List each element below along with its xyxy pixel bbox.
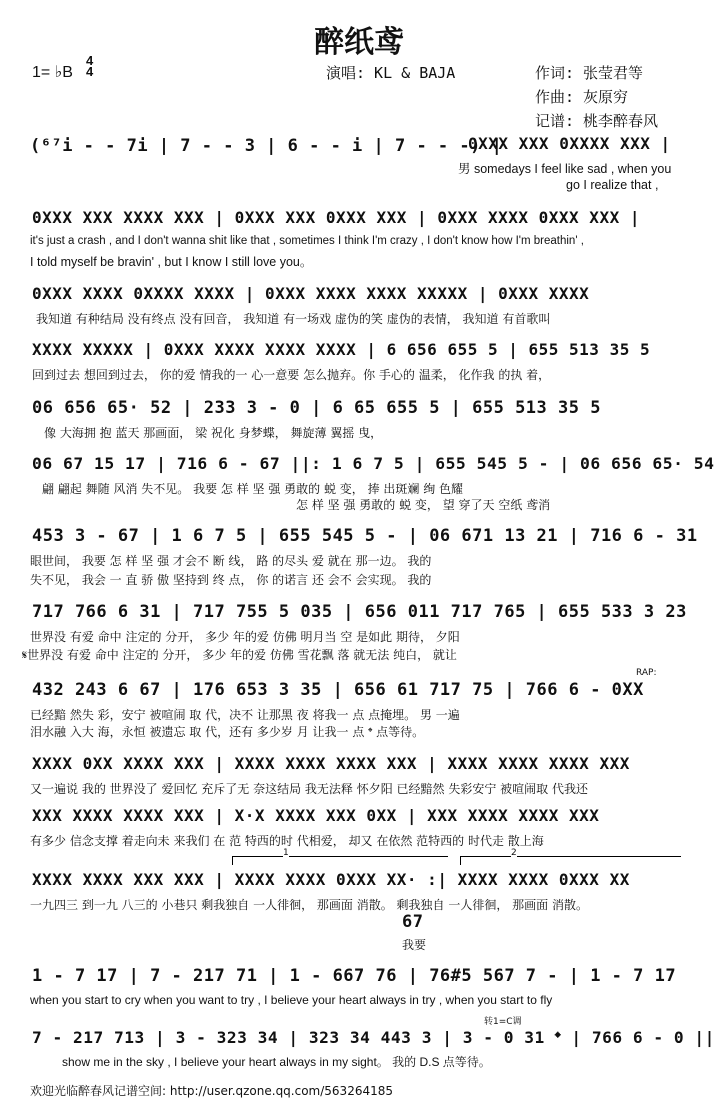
notation-line-2: 0XXX XXX XXXX XXX | 0XXX XXX 0XXX XXX | 0XXX XXXX 0XXX XXX | — [32, 208, 640, 227]
lyrics-line-7b: 失不见， 我会 一 直 骄 傲 坚持到 终 点， 你 的诺言 还 会不 会实现。 我的 — [30, 573, 432, 587]
notation-line-8: 717 766 6 31 | 717 755 5 035 | 656 011 717 765 | 655 533 3 23 — [32, 602, 687, 622]
tail-lyrics: 我要 — [402, 938, 427, 952]
lyrics-line-2b: I told myself be bravin' , but I know I still love you。 — [30, 255, 313, 269]
lyrics-line-6b: 怎 样 坚 强 勇敢的 蜕 变， 望 穿了天 空纸 鸢消 — [296, 498, 551, 512]
notation-line-10: XXXX 0XX XXXX XXX | XXXX XXXX XXXX XXX | XXXX XXXX XXXX XXX — [32, 754, 630, 773]
lyrics-line-3: 我知道 有种结局 没有终点 没有回音， 我知道 有一场戏 虚伪的笑 虚伪的表情， 我知道 有首歌叫 — [36, 312, 551, 326]
time-sig-top: 4 — [86, 53, 94, 68]
notation-line-1a: (⁶⁷i - - 7i | 7 - - 3 | 6 - - i | 7 - - -) | — [30, 136, 503, 156]
lyrics-line-13: when you start to cry when you want to try , I believe your heart always in try , when you start to fly — [30, 993, 553, 1007]
notation-line-3: 0XXX XXXX 0XXXX XXXX | 0XXX XXXX XXXX XXXXX | 0XXX XXXX — [32, 284, 590, 303]
time-sig-bottom: 4 — [86, 64, 94, 79]
lyrics-line-7a: 眼世间， 我要 怎 样 坚 强 才会不 断 线， 路 的尽头 爱 就在 那一边。 我的 — [30, 554, 432, 568]
notation-line-1b: 0XXX XXX 0XXXX XXX | — [468, 134, 671, 153]
volta-1-label: 1 — [283, 848, 289, 858]
notation-line-12: XXXX XXXX XXX XXX | XXXX XXXX 0XXX XX· :| XXXX XXXX 0XXX XX — [32, 870, 630, 889]
lyrics-line-8b: 𝄋世界没 有爱 命中 注定的 分开， 多少 年的爱 仿佛 雪花飘 落 就无法 纯白， 就让 — [22, 648, 457, 662]
tail-notes: 67 — [402, 912, 424, 932]
notation-line-13: 1 - 7 17 | 7 - 217 71 | 1 - 667 76 | 76#5 567 7 - | 1 - 7 17 — [32, 966, 677, 986]
notation-line-4: XXXX XXXXX | 0XXX XXXX XXXX XXXX | 6 656 655 5 | 655 513 35 5 — [32, 340, 651, 359]
notation-line-7: 453 3 - 67 | 1 6 7 5 | 655 545 5 - | 06 671 13 21 | 716 6 - 31 — [32, 526, 698, 546]
lyrics-line-14: show me in the sky , I believe your heart always in my sight。 我的 D.S 点等待。 — [62, 1055, 491, 1069]
volta-bracket-2 — [460, 848, 681, 865]
song-title: 醉纸鸢 — [314, 25, 404, 60]
notation-line-11: XXX XXXX XXXX XXX | X·X XXXX XXX 0XX | XXX XXXX XXXX XXX — [32, 806, 600, 825]
composer-credit: 作曲: 灰原穷 — [535, 88, 629, 106]
footer-credit: 欢迎光临醉春风记谱空间: http://user.qzone.qq.com/563264185 — [30, 1084, 394, 1098]
lyrics-line-9a: 已经黯 然失 彩，安宁 被喧闹 取 代，决不 让那黑 夜 将我一 点 点掩埋。 男 一遍 — [30, 708, 460, 722]
lyrics-line-8a: 世界没 有爱 命中 注定的 分开， 多少 年的爱 仿佛 明月当 空 是如此 期待， 夕阳 — [30, 630, 460, 644]
notation-line-6: 06 67 15 17 | 716 6 - 67 ||: 1 6 7 5 | 655 545 5 - | 06 656 65· 54 — [32, 454, 715, 473]
lyrics-line-1b: go I realize that , — [566, 178, 659, 192]
lyrics-line-11: 有多少 信念支撑 着走向未 来我们 在 范 特西的时 代相爱， 却又 在依然 范特西的 时代走 散上海 — [30, 834, 544, 848]
rap-label: RAP: — [636, 668, 657, 678]
notation-line-5: 06 656 65· 52 | 233 3 - 0 | 6 65 655 5 | 655 513 35 5 — [32, 398, 601, 418]
volta-bracket-1 — [232, 848, 448, 865]
key-signature: 1= ♭B — [32, 64, 73, 81]
lyrics-line-12: 一九四三 到一九 八三的 小巷只 剩我独自 一人徘徊， 那画面 消散。 剩我独自 一人徘徊， 那画面 消散。 — [30, 898, 588, 912]
notation-line-14: 7 - 217 713 | 3 - 323 34 | 323 34 443 3 | 3 - 0 31 𝄌 | 766 6 - 0 || — [32, 1028, 715, 1047]
lyrics-line-10: 又一遍说 我的 世界没了 爱回忆 充斥了无 奈这结局 我无法释 怀夕阳 已经黯然 失彩安宁 被喧闹取 代我还 — [30, 782, 588, 796]
lyrics-line-4: 回到过去 想回到过去， 你的爱 情我的一 心一意要 怎么抛弃。你 手心的 温柔， 化作我 的执 着， — [32, 368, 551, 382]
modulation-label: 转1=C调 — [484, 1017, 522, 1027]
lyrics-line-6a: 翩 翩起 舞随 风消 失不见。 我要 怎 样 坚 强 勇敢的 蜕 变， 捧 出斑斓 绚 色耀 — [42, 482, 464, 496]
lyrics-line-5: 像 大海拥 抱 蓝天 那画面， 梁 祝化 身梦蝶， 舞旋薄 翼摇 曳， — [44, 426, 383, 440]
time-signature — [86, 55, 93, 77]
lyricist-credit: 作词: 张莹君等 — [535, 64, 644, 82]
transcriber-credit: 记谱: 桃李醉春风 — [535, 112, 659, 130]
lyrics-line-2a: it's just a crash , and I don't wanna shit like that , sometimes I think I'm crazy , I don't know how I'm breathin' , — [30, 235, 584, 247]
notation-line-9: 432 243 6 67 | 176 653 3 35 | 656 61 717 75 | 766 6 - 0XX — [32, 680, 644, 700]
lyrics-line-9b: 泪水融 入大 海，永恒 被遗忘 取 代，还有 多少岁 月 让我一 点 𝄌 点等待。 — [30, 725, 425, 739]
singer-credit: 演唱: KL & BAJA — [326, 64, 456, 82]
volta-2-label: 2 — [511, 848, 517, 858]
lyrics-line-1a: 男 somedays I feel like sad , when you — [458, 162, 672, 176]
